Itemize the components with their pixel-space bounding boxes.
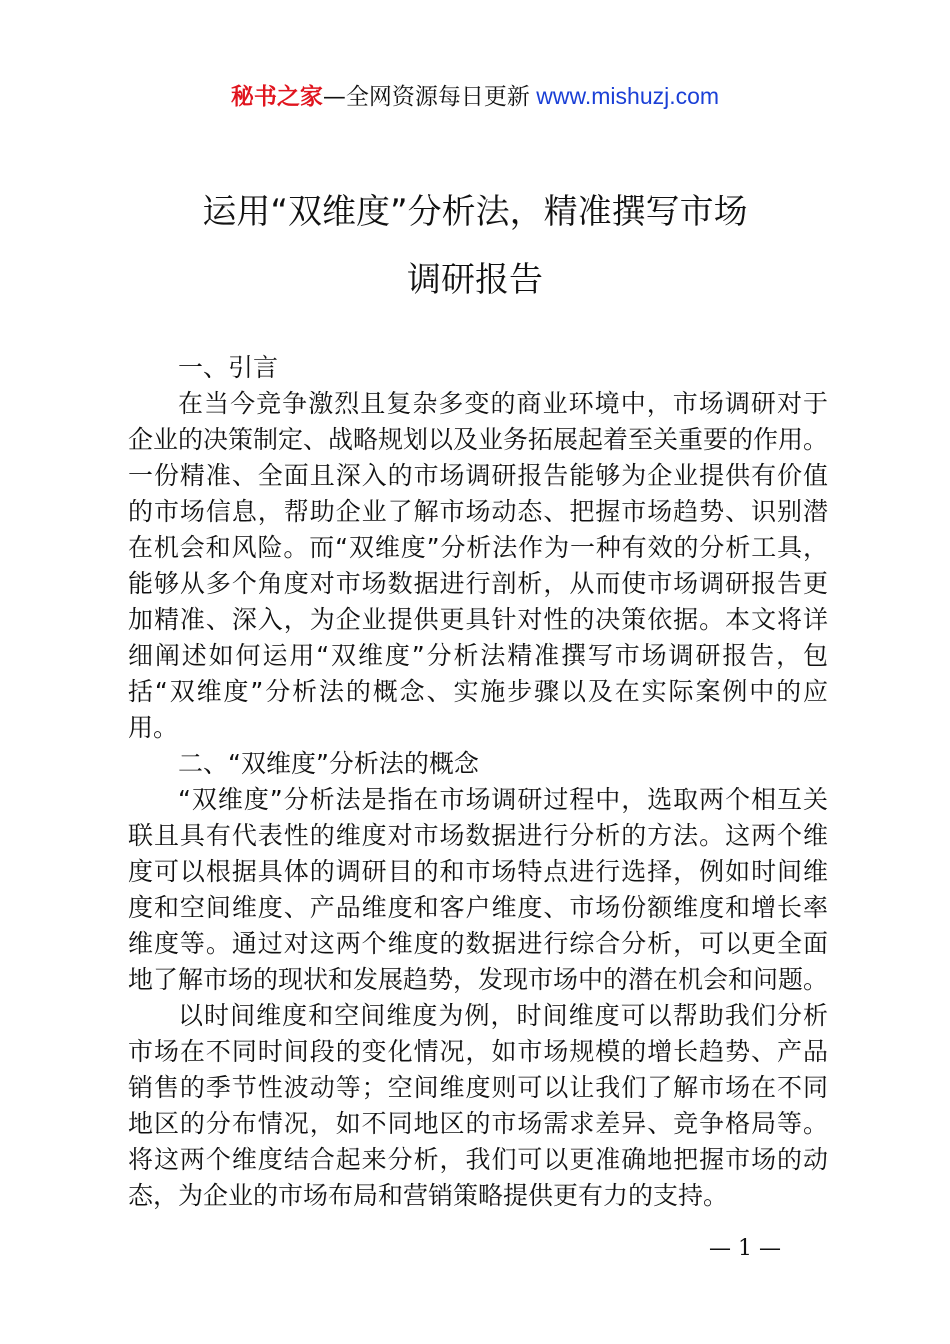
paragraph-line: 态，为企业的市场布局和营销策略提供更有力的支持。	[128, 1181, 729, 1210]
paragraph-line: 度可以根据具体的调研目的和市场特点进行选择，例如时间维	[128, 857, 828, 886]
paragraph-line: 企业的决策制定、战略规划以及业务拓展起着至关重要的作用。	[128, 425, 829, 454]
document-title-line-2: 调研报告	[407, 260, 543, 300]
paragraph-line: 度和空间维度、产品维度和客户维度、市场份额维度和增长率	[128, 893, 828, 922]
paragraph-line: 市场在不同时间段的变化情况，如市场规模的增长趋势、产品	[128, 1037, 828, 1066]
section-heading: 二、“双维度”分析法的概念	[178, 749, 479, 778]
paragraph-line: 细阐述如何运用“双维度”分析法精准撰写市场调研报告，包	[128, 641, 828, 670]
page-number: — 1 —	[709, 1236, 781, 1261]
paragraph-line: 销售的季节性波动等；空间维度则可以让我们了解市场在不同	[128, 1073, 828, 1102]
paragraph-line: 在机会和风险。而“双维度”分析法作为一种有效的分析工具，	[128, 533, 828, 562]
paragraph-line: 能够从多个角度对市场数据进行剖析，从而使市场调研报告更	[128, 569, 828, 598]
paragraph-line: 地区的分布情况，如不同地区的市场需求差异、竞争格局等。	[128, 1109, 828, 1138]
paragraph-line: 加精准、深入，为企业提供更具针对性的决策依据。本文将详	[128, 605, 828, 634]
paragraph-line: 在当今竞争激烈且复杂多变的商业环境中，市场调研对于	[178, 389, 828, 418]
paragraph-line: 以时间维度和空间维度为例，时间维度可以帮助我们分析	[178, 1001, 828, 1030]
paragraph-line: 地了解市场的现状和发展趋势，发现市场中的潜在机会和问题。	[128, 965, 829, 994]
paragraph-line: “双维度”分析法是指在市场调研过程中，选取两个相互关	[178, 785, 828, 814]
site-brand: 秘书之家	[230, 84, 323, 110]
paragraph-line: 联且具有代表性的维度对市场数据进行分析的方法。这两个维	[128, 821, 828, 850]
document-body	[128, 350, 828, 1214]
paragraph-line: 用。	[128, 713, 179, 742]
section-heading: 一、引言	[178, 353, 279, 382]
site-url-link[interactable]: www.mishuzj.com	[529, 83, 720, 109]
paragraph-line: 一份精准、全面且深入的市场调研报告能够为企业提供有价值	[128, 461, 828, 490]
paragraph-line: 的市场信息，帮助企业了解市场动态、把握市场趋势、识别潜	[128, 497, 828, 526]
site-header	[0, 80, 950, 113]
paragraph-line: 括“双维度”分析法的概念、实施步骤以及在实际案例中的应	[128, 677, 828, 706]
paragraph-line: 将这两个维度结合起来分析，我们可以更准确地把握市场的动	[128, 1145, 828, 1174]
document-title-line-1: 运用“双维度”分析法，精准撰写市场	[202, 192, 748, 232]
paragraph-line: 维度等。通过对这两个维度的数据进行综合分析，可以更全面	[128, 929, 828, 958]
site-tagline: —全网资源每日更新	[322, 84, 530, 110]
